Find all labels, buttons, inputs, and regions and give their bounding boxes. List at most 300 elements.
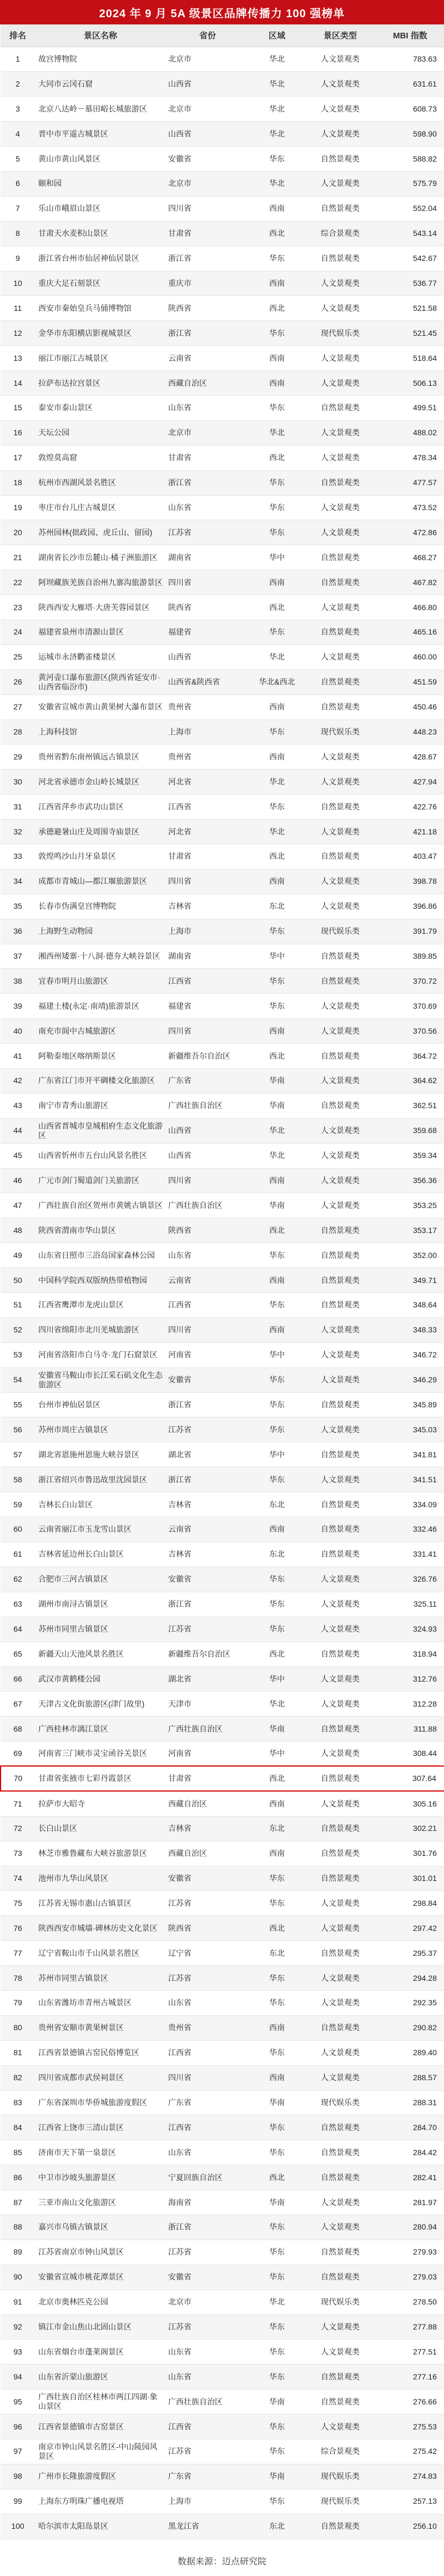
region-cell: 西南 — [249, 2065, 305, 2090]
province-cell: 陕西省 — [166, 1916, 249, 1941]
province-cell: 陕西省 — [166, 1218, 249, 1243]
province-cell: 浙江省 — [166, 470, 249, 495]
table-row — [1, 1617, 444, 1642]
province-cell: 河南省 — [166, 1342, 249, 1367]
region-cell: 华东 — [249, 1243, 305, 1268]
table-row — [1, 1019, 444, 1044]
header-rank: 排名 — [1, 24, 35, 47]
scenic-name-cell: 晋中市平遥古城景区 — [35, 122, 166, 147]
scenic-name-cell: 承德避暑山庄及周围寺庙景区 — [35, 819, 166, 844]
rank-cell: 91 — [1, 2290, 35, 2315]
province-cell: 山西省 — [166, 1143, 249, 1168]
region-cell: 西南 — [249, 869, 305, 894]
mbi-cell: 370.56 — [376, 1019, 444, 1044]
rank-cell: 89 — [1, 2240, 35, 2265]
province-cell: 四川省 — [166, 1317, 249, 1342]
region-cell: 华东 — [249, 1392, 305, 1417]
mbi-cell: 396.86 — [376, 894, 444, 919]
province-cell: 安徽省 — [166, 1367, 249, 1392]
region-cell: 华中 — [249, 545, 305, 570]
rank-cell: 83 — [1, 2090, 35, 2115]
type-cell: 人文景观类 — [305, 1916, 376, 1941]
province-cell: 辽宁省 — [166, 1941, 249, 1966]
mbi-cell: 326.76 — [376, 1567, 444, 1592]
table-row — [1, 769, 444, 794]
mbi-cell: 256.10 — [376, 2514, 444, 2539]
region-cell: 华东 — [249, 2215, 305, 2240]
mbi-cell: 783.63 — [376, 47, 444, 72]
scenic-name-cell: 吉林长白山景区 — [35, 1492, 166, 1517]
province-cell: 江苏省 — [166, 1891, 249, 1916]
table-row — [1, 1517, 444, 1542]
province-cell: 浙江省 — [166, 1592, 249, 1617]
table-row — [1, 1268, 444, 1293]
mbi-cell: 284.42 — [376, 2140, 444, 2165]
rank-cell: 39 — [1, 994, 35, 1019]
scenic-name-cell: 武汉市黄鹤楼公园 — [35, 1667, 166, 1692]
type-cell: 人文景观类 — [305, 171, 376, 196]
type-cell: 人文景观类 — [305, 271, 376, 296]
scenic-name-cell: 哈尔滨市太阳岛景区 — [35, 2514, 166, 2539]
type-cell: 人文景观类 — [305, 1742, 376, 1767]
type-cell: 自然景观类 — [305, 1542, 376, 1567]
scenic-name-cell: 江西省景德镇市古窑景区 — [35, 2414, 166, 2439]
type-cell: 自然景观类 — [305, 2265, 376, 2290]
rank-cell: 31 — [1, 794, 35, 819]
rank-cell: 100 — [1, 2514, 35, 2539]
rank-cell: 84 — [1, 2115, 35, 2140]
rank-cell: 48 — [1, 1218, 35, 1243]
mbi-cell: 332.46 — [376, 1517, 444, 1542]
mbi-cell: 318.94 — [376, 1642, 444, 1667]
table-row — [1, 1990, 444, 2015]
mbi-cell: 427.94 — [376, 769, 444, 794]
province-cell: 安徽省 — [166, 2265, 249, 2290]
region-cell: 东北 — [249, 1816, 305, 1841]
type-cell: 自然景观类 — [305, 1392, 376, 1417]
region-cell: 华东 — [249, 147, 305, 172]
region-cell: 西北 — [249, 445, 305, 470]
scenic-name-cell: 甘肃省张掖市七彩丹霞景区 — [35, 1766, 166, 1791]
type-cell: 人文景观类 — [305, 420, 376, 445]
type-cell: 人文景观类 — [305, 744, 376, 769]
rank-cell: 9 — [1, 246, 35, 271]
rank-cell: 25 — [1, 645, 35, 670]
scenic-name-cell: 杭州市西湖风景名胜区 — [35, 470, 166, 495]
region-cell: 西北 — [249, 296, 305, 321]
scenic-name-cell: 辽宁省鞍山市千山风景名胜区 — [35, 1941, 166, 1966]
type-cell: 自然景观类 — [305, 670, 376, 695]
table-row — [1, 844, 444, 869]
table-row — [1, 1093, 444, 1118]
type-cell: 自然景观类 — [305, 1717, 376, 1742]
province-cell: 广西壮族自治区 — [166, 1717, 249, 1742]
rank-cell: 46 — [1, 1168, 35, 1193]
region-cell: 华东 — [249, 620, 305, 645]
table-row — [1, 944, 444, 969]
table-row — [1, 1467, 444, 1492]
table-row — [1, 2040, 444, 2065]
scenic-name-cell: 浙江省绍兴市鲁迅故里沈园景区 — [35, 1467, 166, 1492]
province-cell: 四川省 — [166, 2065, 249, 2090]
scenic-name-cell: 阿勒泰地区喀纳斯景区 — [35, 1044, 166, 1069]
type-cell: 自然景观类 — [305, 1841, 376, 1866]
scenic-name-cell: 长白山景区 — [35, 1816, 166, 1841]
table-row — [1, 2364, 444, 2389]
rank-cell: 10 — [1, 271, 35, 296]
rank-cell: 20 — [1, 520, 35, 545]
region-cell: 华东 — [249, 2265, 305, 2290]
page-title: 2024 年 9 月 5A 级景区品牌传播力 100 强榜单 — [0, 0, 444, 24]
mbi-cell: 325.11 — [376, 1592, 444, 1617]
province-cell: 甘肃省 — [166, 1766, 249, 1791]
region-cell: 华南 — [249, 1193, 305, 1218]
table-row — [1, 2065, 444, 2090]
table-row — [1, 994, 444, 1019]
table-row — [1, 1791, 444, 1816]
mbi-cell: 257.13 — [376, 2489, 444, 2514]
table-row — [1, 2090, 444, 2115]
scenic-name-cell: 金华市东阳横店影视城景区 — [35, 321, 166, 346]
scenic-name-cell: 池州市九华山风景区 — [35, 1866, 166, 1891]
scenic-name-cell: 吉林省延边州长白山景区 — [35, 1542, 166, 1567]
region-cell: 华东 — [249, 2439, 305, 2464]
rank-cell: 69 — [1, 1742, 35, 1767]
scenic-name-cell: 陕西省渭南市华山景区 — [35, 1218, 166, 1243]
rank-cell: 47 — [1, 1193, 35, 1218]
mbi-cell: 499.51 — [376, 395, 444, 420]
scenic-name-cell: 山东省沂蒙山旅游区 — [35, 2364, 166, 2389]
table-row — [1, 1816, 444, 1841]
scenic-name-cell: 颐和园 — [35, 171, 166, 196]
type-cell: 自然景观类 — [305, 1243, 376, 1268]
table-row — [1, 221, 444, 246]
scenic-name-cell: 镇江市金山焦山北固山景区 — [35, 2315, 166, 2339]
mbi-cell: 352.00 — [376, 1243, 444, 1268]
scenic-name-cell: 江西省景德镇古窑民俗博览区 — [35, 2040, 166, 2065]
rank-cell: 15 — [1, 395, 35, 420]
type-cell: 自然景观类 — [305, 545, 376, 570]
type-cell: 自然景观类 — [305, 395, 376, 420]
type-cell: 人文景观类 — [305, 1118, 376, 1143]
rank-cell: 14 — [1, 371, 35, 396]
province-cell: 四川省 — [166, 1168, 249, 1193]
type-cell: 人文景观类 — [305, 1342, 376, 1367]
mbi-cell: 279.93 — [376, 2240, 444, 2265]
header-scenic-name: 景区名称 — [35, 24, 166, 47]
mbi-cell: 353.25 — [376, 1193, 444, 1218]
province-cell: 吉林省 — [166, 1542, 249, 1567]
rank-cell: 99 — [1, 2489, 35, 2514]
mbi-cell: 307.64 — [376, 1766, 444, 1791]
scenic-name-cell: 江西省上饶市三清山景区 — [35, 2115, 166, 2140]
mbi-cell: 575.79 — [376, 171, 444, 196]
region-cell: 华南 — [249, 2090, 305, 2115]
mbi-cell: 289.40 — [376, 2040, 444, 2065]
type-cell: 人文景观类 — [305, 97, 376, 122]
scenic-name-cell: 贵州省安顺市黄果树景区 — [35, 2015, 166, 2040]
rank-cell: 75 — [1, 1891, 35, 1916]
mbi-cell: 472.86 — [376, 520, 444, 545]
scenic-name-cell: 安徽省宣城市桃花潭景区 — [35, 2265, 166, 2290]
province-cell: 天津市 — [166, 1692, 249, 1717]
table-row — [1, 1168, 444, 1193]
type-cell: 自然景观类 — [305, 1293, 376, 1318]
rank-cell: 1 — [1, 47, 35, 72]
table-row — [1, 2414, 444, 2439]
region-cell: 华南 — [249, 2389, 305, 2414]
type-cell: 现代娱乐类 — [305, 2464, 376, 2489]
province-cell: 云南省 — [166, 346, 249, 371]
scenic-name-cell: 枣庄市台儿庄古城景区 — [35, 495, 166, 520]
region-cell: 华东 — [249, 1467, 305, 1492]
table-row — [1, 1044, 444, 1069]
scenic-name-cell: 广州市长隆旅游度假区 — [35, 2464, 166, 2489]
type-cell: 人文景观类 — [305, 1567, 376, 1592]
mbi-cell: 341.51 — [376, 1467, 444, 1492]
region-cell: 华中 — [249, 1442, 305, 1467]
mbi-cell: 488.02 — [376, 420, 444, 445]
scenic-name-cell: 安徽省宣城市黄山黄果树大瀑布景区 — [35, 695, 166, 720]
region-cell: 西北 — [249, 1044, 305, 1069]
table-row — [1, 2140, 444, 2165]
scenic-name-cell: 四川省绵阳市北川羌城旅游区 — [35, 1317, 166, 1342]
type-cell: 人文景观类 — [305, 1143, 376, 1168]
rank-cell: 4 — [1, 122, 35, 147]
type-cell: 自然景观类 — [305, 944, 376, 969]
province-cell: 河南省 — [166, 1742, 249, 1767]
province-cell: 江苏省 — [166, 1417, 249, 1442]
type-cell: 自然景观类 — [305, 1268, 376, 1293]
region-cell: 华东 — [249, 2240, 305, 2265]
mbi-cell: 279.03 — [376, 2265, 444, 2290]
type-cell: 人文景观类 — [305, 2215, 376, 2240]
type-cell: 自然景观类 — [305, 1442, 376, 1467]
type-cell: 人文景观类 — [305, 495, 376, 520]
rank-cell: 55 — [1, 1392, 35, 1417]
region-cell: 华东 — [249, 520, 305, 545]
scenic-name-cell: 广元市剑门蜀道剑门关旅游区 — [35, 1168, 166, 1193]
province-cell: 上海市 — [166, 919, 249, 944]
province-cell: 吉林省 — [166, 1816, 249, 1841]
type-cell: 人文景观类 — [305, 346, 376, 371]
type-cell: 自然景观类 — [305, 2015, 376, 2040]
table-row — [1, 445, 444, 470]
mbi-cell: 473.52 — [376, 495, 444, 520]
table-row — [1, 620, 444, 645]
province-cell: 吉林省 — [166, 1492, 249, 1517]
rank-cell: 2 — [1, 72, 35, 97]
region-cell: 华北 — [249, 2290, 305, 2315]
mbi-cell: 631.61 — [376, 72, 444, 97]
province-cell: 西藏自治区 — [166, 1791, 249, 1816]
type-cell: 人文景观类 — [305, 72, 376, 97]
type-cell: 自然景观类 — [305, 844, 376, 869]
table-row — [1, 2115, 444, 2140]
scenic-name-cell: 丽江市丽江古城景区 — [35, 346, 166, 371]
mbi-cell: 428.67 — [376, 744, 444, 769]
scenic-name-cell: 新疆天山天池风景名胜区 — [35, 1642, 166, 1667]
table-row — [1, 744, 444, 769]
table-row — [1, 371, 444, 396]
mbi-cell: 364.62 — [376, 1069, 444, 1094]
region-cell: 华东 — [249, 2364, 305, 2389]
rank-cell: 40 — [1, 1019, 35, 1044]
type-cell: 人文景观类 — [305, 1417, 376, 1442]
mbi-cell: 345.03 — [376, 1417, 444, 1442]
scenic-name-cell: 敦煌莫高窟 — [35, 445, 166, 470]
rank-cell: 32 — [1, 819, 35, 844]
rank-cell: 63 — [1, 1592, 35, 1617]
rank-cell: 58 — [1, 1467, 35, 1492]
rank-cell: 22 — [1, 570, 35, 595]
mbi-cell: 460.00 — [376, 645, 444, 670]
mbi-cell: 521.58 — [376, 296, 444, 321]
rank-cell: 26 — [1, 670, 35, 695]
rank-cell: 7 — [1, 196, 35, 221]
region-cell: 华北 — [249, 819, 305, 844]
rank-cell: 33 — [1, 844, 35, 869]
table-row — [1, 2265, 444, 2290]
province-cell: 江西省 — [166, 2414, 249, 2439]
table-row — [1, 1642, 444, 1667]
region-cell: 华东 — [249, 395, 305, 420]
scenic-name-cell: 嘉兴市乌镇古镇景区 — [35, 2215, 166, 2240]
scenic-name-cell: 江苏省南京市钟山风景区 — [35, 2240, 166, 2265]
mbi-cell: 277.16 — [376, 2364, 444, 2389]
type-cell: 现代娱乐类 — [305, 2489, 376, 2514]
region-cell: 华东 — [249, 1417, 305, 1442]
rank-cell: 6 — [1, 171, 35, 196]
type-cell: 人文景观类 — [305, 1891, 376, 1916]
mbi-cell: 608.73 — [376, 97, 444, 122]
type-cell: 人文景观类 — [305, 869, 376, 894]
rank-cell: 90 — [1, 2265, 35, 2290]
mbi-cell: 478.34 — [376, 445, 444, 470]
table-row — [1, 1193, 444, 1218]
mbi-cell: 349.71 — [376, 1268, 444, 1293]
scenic-name-cell: 陕西西安大雁塔·大唐芙蓉园景区 — [35, 595, 166, 620]
table-row — [1, 1866, 444, 1891]
province-cell: 湖北省 — [166, 1667, 249, 1692]
rank-cell: 62 — [1, 1567, 35, 1592]
province-cell: 河北省 — [166, 819, 249, 844]
region-cell: 华北 — [249, 1143, 305, 1168]
region-cell: 华中 — [249, 1742, 305, 1767]
rank-cell: 93 — [1, 2339, 35, 2364]
table-row — [1, 894, 444, 919]
mbi-cell: 301.76 — [376, 1841, 444, 1866]
rank-cell: 38 — [1, 969, 35, 994]
mbi-cell: 370.69 — [376, 994, 444, 1019]
table-row — [1, 470, 444, 495]
region-cell: 西南 — [249, 271, 305, 296]
rank-cell: 85 — [1, 2140, 35, 2165]
rank-cell: 95 — [1, 2389, 35, 2414]
region-cell: 华东 — [249, 2489, 305, 2514]
mbi-cell: 302.21 — [376, 1816, 444, 1841]
mbi-cell: 536.77 — [376, 271, 444, 296]
mbi-cell: 345.89 — [376, 1392, 444, 1417]
table-row — [1, 171, 444, 196]
type-cell: 人文景观类 — [305, 1990, 376, 2015]
region-cell: 西北 — [249, 221, 305, 246]
region-cell: 华东 — [249, 2414, 305, 2439]
mbi-cell: 552.04 — [376, 196, 444, 221]
rank-cell: 56 — [1, 1417, 35, 1442]
province-cell: 北京市 — [166, 97, 249, 122]
table-row — [1, 1742, 444, 1767]
type-cell: 现代娱乐类 — [305, 321, 376, 346]
scenic-name-cell: 广东省江门市开平碉楼文化旅游区 — [35, 1069, 166, 1094]
region-cell: 西南 — [249, 1517, 305, 1542]
region-cell: 华东 — [249, 246, 305, 271]
province-cell: 江苏省 — [166, 1966, 249, 1991]
scenic-name-cell: 山东省潍坊市青州古城景区 — [35, 1990, 166, 2015]
table-row — [1, 346, 444, 371]
table-row — [1, 645, 444, 670]
type-cell: 自然景观类 — [305, 2115, 376, 2140]
scenic-name-cell: 台州市神仙居景区 — [35, 1392, 166, 1417]
region-cell: 西南 — [249, 695, 305, 720]
province-cell: 安徽省 — [166, 1866, 249, 1891]
table-body — [1, 47, 444, 2539]
table-row — [1, 1916, 444, 1941]
mbi-cell: 346.29 — [376, 1367, 444, 1392]
type-cell: 自然景观类 — [305, 147, 376, 172]
scenic-name-cell: 福建土楼(永定·南靖)旅游景区 — [35, 994, 166, 1019]
rank-cell: 11 — [1, 296, 35, 321]
region-cell: 华中 — [249, 944, 305, 969]
province-cell: 湖南省 — [166, 545, 249, 570]
province-cell: 山西省 — [166, 1118, 249, 1143]
rank-cell: 57 — [1, 1442, 35, 1467]
scenic-name-cell: 河南省洛阳市白马寺·龙门石窟景区 — [35, 1342, 166, 1367]
province-cell: 北京市 — [166, 47, 249, 72]
rank-cell: 67 — [1, 1692, 35, 1717]
type-cell: 自然景观类 — [305, 2514, 376, 2539]
region-cell: 西北 — [249, 1766, 305, 1791]
type-cell: 自然景观类 — [305, 1866, 376, 1891]
type-cell: 人文景观类 — [305, 2040, 376, 2065]
region-cell: 华东 — [249, 321, 305, 346]
type-cell: 人文景观类 — [305, 994, 376, 1019]
table-row — [1, 1218, 444, 1243]
scenic-name-cell: 大同市云冈石窟 — [35, 72, 166, 97]
mbi-cell: 278.50 — [376, 2290, 444, 2315]
rank-cell: 78 — [1, 1966, 35, 1991]
table-row — [1, 1966, 444, 1991]
table-row — [1, 969, 444, 994]
scenic-name-cell: 南宁市青秀山旅游区 — [35, 1093, 166, 1118]
rank-cell: 51 — [1, 1293, 35, 1318]
province-cell: 山东省 — [166, 395, 249, 420]
region-cell: 西北 — [249, 1218, 305, 1243]
header-region: 区域 — [249, 24, 305, 47]
table-row — [1, 670, 444, 695]
mbi-cell: 506.13 — [376, 371, 444, 396]
region-cell: 华东 — [249, 720, 305, 744]
table-row — [1, 47, 444, 72]
scenic-name-cell: 运城市永济鹳雀楼景区 — [35, 645, 166, 670]
rank-cell: 86 — [1, 2165, 35, 2190]
type-cell: 人文景观类 — [305, 296, 376, 321]
table-row — [1, 147, 444, 172]
scenic-name-cell: 故宫博物院 — [35, 47, 166, 72]
table-row — [1, 1367, 444, 1392]
rank-cell: 16 — [1, 420, 35, 445]
mbi-cell: 543.14 — [376, 221, 444, 246]
